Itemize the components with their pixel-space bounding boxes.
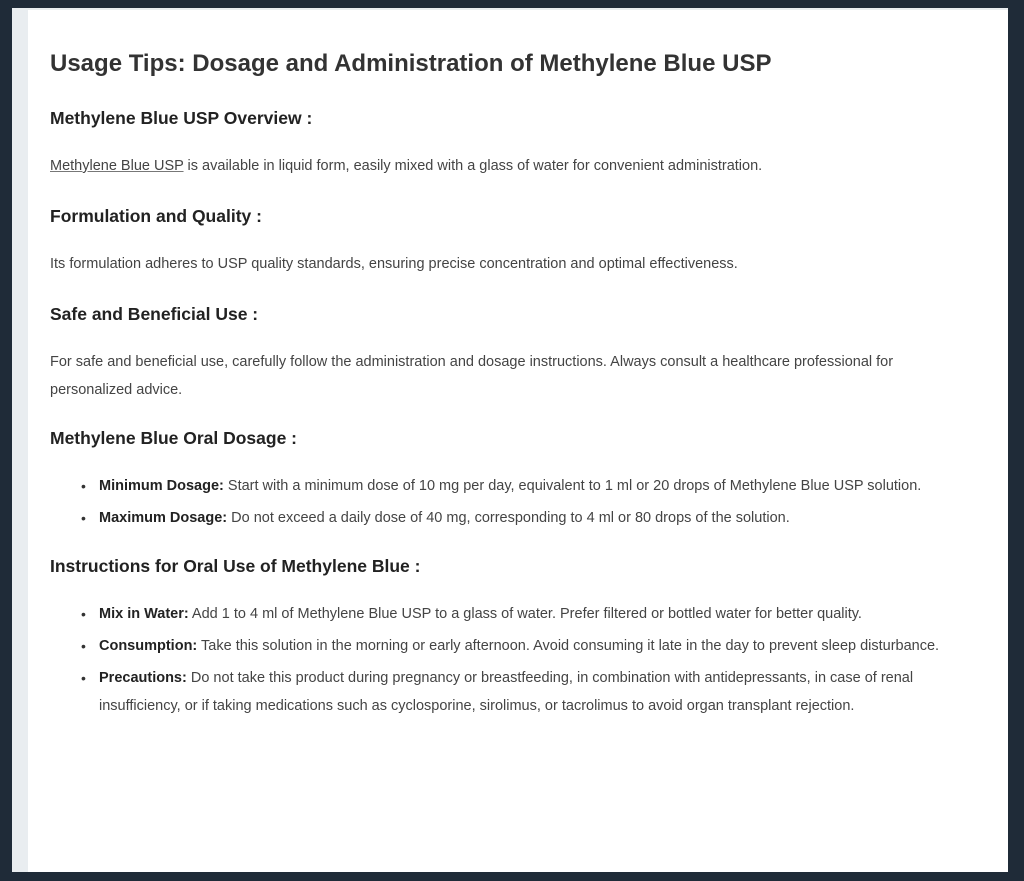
list-item — [81, 472, 964, 500]
overview-text: is available in liquid form, easily mixed with a glass of water for convenient administration. — [183, 158, 763, 174]
product-link[interactable]: Methylene Blue USP — [50, 158, 184, 174]
item-text: Take this solution in the morning or early afternoon. Avoid consuming it late in the day to prevent sleep disturbance. — [197, 638, 940, 654]
bullet-icon: • — [81, 670, 86, 686]
instructions-list — [50, 600, 964, 720]
item-label: Precautions: — [99, 670, 187, 686]
item-label: Consumption: — [99, 638, 198, 654]
oral-dosage-heading: Methylene Blue Oral Dosage : — [50, 428, 298, 448]
formulation-heading: Formulation and Quality : — [50, 206, 262, 226]
content-card — [28, 10, 1008, 872]
list-item — [81, 504, 964, 532]
screenshot-frame — [12, 8, 1008, 872]
bullet-icon: • — [81, 510, 86, 526]
list-item — [81, 600, 964, 628]
item-label: Minimum Dosage: — [99, 478, 224, 494]
bullet-icon: • — [81, 606, 86, 622]
page-title: Usage Tips: Dosage and Administration of Methylene Blue USP — [50, 50, 772, 77]
item-text: Start with a minimum dose of 10 mg per day, equivalent to 1 ml or 20 drops of Methylene Blue USP solution. — [223, 478, 922, 494]
overview-paragraph — [50, 152, 964, 180]
bullet-icon: • — [81, 638, 86, 654]
item-label: Maximum Dosage: — [99, 510, 228, 526]
item-text: Do not take this product during pregnancy or breastfeeding, in combination with antidepressants, in case of renal insufficiency, or if taking medications such as cyclosporine, sirolimus, or tacrolimus to avoid organ transplant rejection. — [99, 670, 914, 714]
list-item — [81, 664, 964, 720]
safe-use-paragraph: For safe and beneficial use, carefully follow the administration and dosage instructions. Always consult a healthcare professional for personalized advice. — [50, 354, 894, 398]
item-text: Add 1 to 4 ml of Methylene Blue USP to a glass of water. Prefer filtered or bottled water for better quality. — [188, 606, 862, 622]
item-label: Mix in Water: — [99, 606, 189, 622]
bullet-icon: • — [81, 478, 86, 494]
oral-dosage-list — [50, 472, 964, 532]
item-text: Do not exceed a daily dose of 40 mg, corresponding to 4 ml or 80 drops of the solution. — [227, 510, 790, 526]
formulation-paragraph: Its formulation adheres to USP quality standards, ensuring precise concentration and optimal effectiveness. — [50, 256, 738, 272]
overview-heading: Methylene Blue USP Overview : — [50, 108, 313, 128]
instructions-heading: Instructions for Oral Use of Methylene Blue : — [50, 556, 421, 576]
safe-use-heading: Safe and Beneficial Use : — [50, 304, 259, 324]
list-item — [81, 632, 964, 660]
